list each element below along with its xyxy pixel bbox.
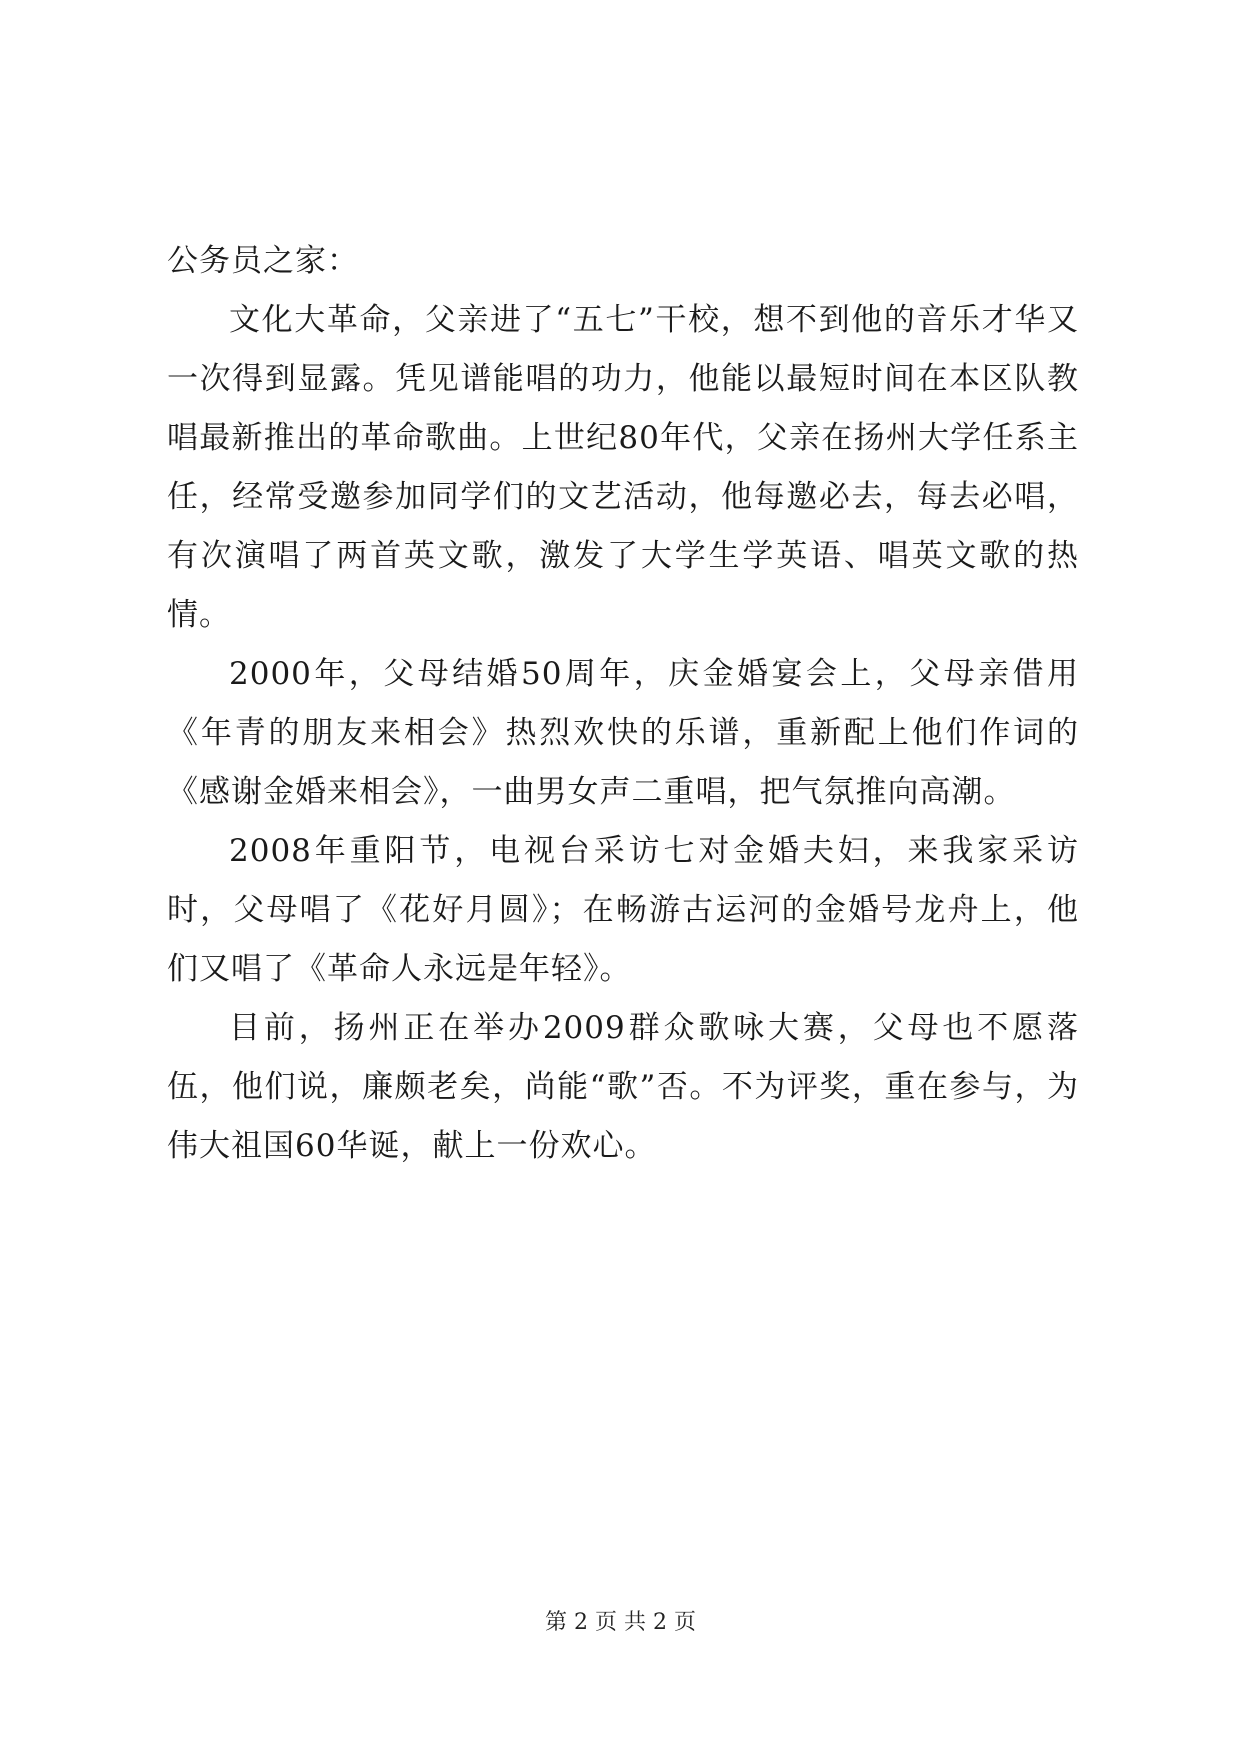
paragraph-double-ninth: 2008年重阳节，电视台采访七对金婚夫妇，来我家采访时，父母唱了《花好月圆》；在畅游古运河的金婚号龙舟上，他们又唱了《革命人永远是年轻》。 (167, 833, 1079, 987)
paragraph-golden-wedding: 2000年，父母结婚50周年，庆金婚宴会上，父母亲借用《年青的朋友来相会》热烈欢快的乐谱，重新配上他们作词的《感谢金婚来相会》，一曲男女声二重唱，把气氛推向高潮。 (167, 656, 1079, 810)
page-number-footer: 第 2 页 共 2 页 (545, 1610, 696, 1635)
salutation: 公务员之家： (167, 243, 359, 279)
document-body (167, 232, 1079, 1176)
paragraph-singing-contest: 目前，扬州正在举办2009群众歌咏大赛，父母也不愿落伍，他们说，廉颇老矣，尚能“歌”否。不为评奖，重在参与，为伟大祖国60华诞，献上一份欢心。 (167, 1010, 1079, 1164)
paragraph-cultural-revolution: 文化大革命，父亲进了“五七”干校，想不到他的音乐才华又一次得到显露。凭见谱能唱的功力，他能以最短时间在本区队教唱最新推出的革命歌曲。上世纪80年代，父亲在扬州大学任系主任，经常受邀参加同学们的文艺活动，他每邀必去，每去必唱，有次演唱了两首英文歌，激发了大学生学英语、唱英文歌的热情。 (167, 302, 1079, 633)
